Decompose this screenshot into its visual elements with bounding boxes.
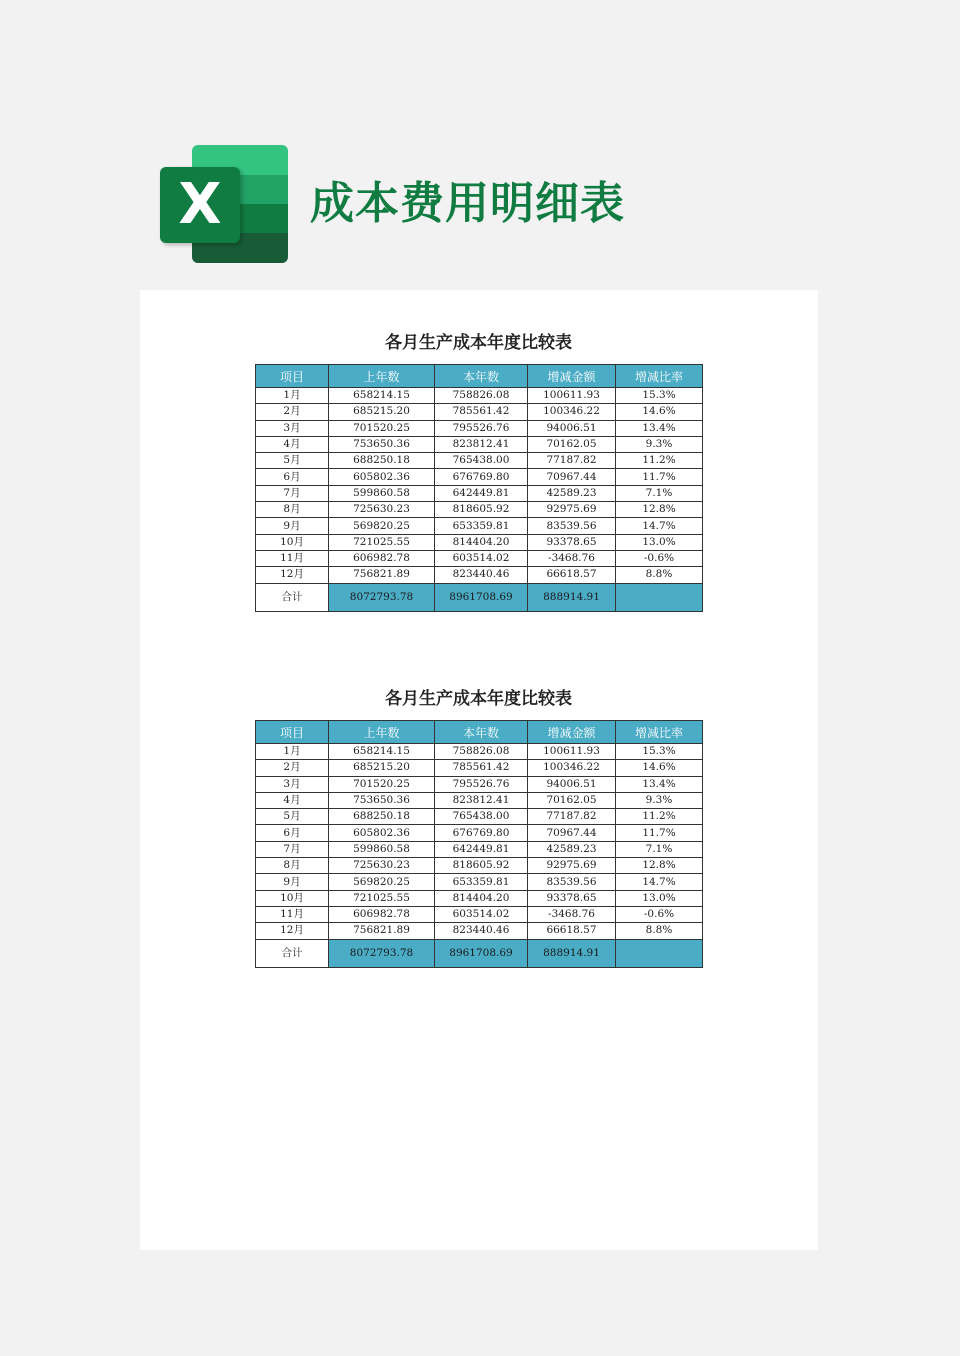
cell-item: 6月 (256, 825, 329, 841)
cell-last-year: 569820.25 (329, 518, 435, 534)
column-header-change-amount: 增减金额 (528, 721, 616, 744)
table-row (256, 841, 703, 857)
cell-this-year: 818605.92 (435, 858, 528, 874)
table-row (256, 485, 703, 501)
cell-change-amount: 42589.23 (528, 485, 616, 501)
column-header-change-amount: 增减金额 (528, 365, 616, 388)
cell-change-rate: 7.1% (616, 841, 703, 857)
cell-change-amount: 70967.44 (528, 825, 616, 841)
cell-this-year: 603514.02 (435, 550, 528, 566)
cell-item: 7月 (256, 485, 329, 501)
cell-change-amount: 66618.57 (528, 567, 616, 583)
total-change-amount: 888914.91 (528, 939, 616, 967)
total-change-amount: 888914.91 (528, 583, 616, 611)
cell-last-year: 685215.20 (329, 760, 435, 776)
cell-last-year: 756821.89 (329, 923, 435, 939)
cell-this-year: 653359.81 (435, 518, 528, 534)
cell-change-amount: 92975.69 (528, 858, 616, 874)
page-title: 成本费用明细表 (310, 178, 625, 229)
cell-last-year: 658214.15 (329, 744, 435, 760)
cell-change-rate: 13.4% (616, 420, 703, 436)
comparison-table (255, 720, 703, 968)
cell-this-year: 814404.20 (435, 534, 528, 550)
cell-item: 7月 (256, 841, 329, 857)
excel-logo-icon (160, 145, 290, 265)
cell-last-year: 685215.20 (329, 404, 435, 420)
cell-item: 1月 (256, 744, 329, 760)
column-header-this-year: 本年数 (435, 365, 528, 388)
table-row (256, 760, 703, 776)
cell-change-rate: 14.7% (616, 874, 703, 890)
logo-letter: X (160, 167, 240, 243)
column-header-last-year: 上年数 (329, 365, 435, 388)
cell-this-year: 795526.76 (435, 420, 528, 436)
cell-this-year: 758826.08 (435, 744, 528, 760)
column-header-last-year: 上年数 (329, 721, 435, 744)
cell-this-year: 642449.81 (435, 841, 528, 857)
total-last-year: 8072793.78 (329, 583, 435, 611)
total-row (256, 939, 703, 967)
cell-item: 8月 (256, 502, 329, 518)
cell-change-rate: 14.7% (616, 518, 703, 534)
cell-item: 3月 (256, 776, 329, 792)
cell-this-year: 676769.80 (435, 469, 528, 485)
cell-last-year: 688250.18 (329, 453, 435, 469)
cell-item: 2月 (256, 404, 329, 420)
table-row (256, 858, 703, 874)
table-row (256, 550, 703, 566)
document-sheet (140, 290, 818, 1250)
cell-change-rate: -0.6% (616, 906, 703, 922)
cell-change-rate: 12.8% (616, 858, 703, 874)
cell-change-rate: 8.8% (616, 567, 703, 583)
table-row (256, 502, 703, 518)
column-header-change-rate: 增减比率 (616, 721, 703, 744)
cell-change-amount: 70162.05 (528, 436, 616, 452)
cell-change-rate: 13.4% (616, 776, 703, 792)
cell-change-rate: 13.0% (616, 890, 703, 906)
table-block-2 (255, 686, 702, 968)
cell-change-amount: 93378.65 (528, 890, 616, 906)
cell-this-year: 814404.20 (435, 890, 528, 906)
cell-item: 4月 (256, 436, 329, 452)
table-body (256, 744, 703, 968)
table-row (256, 825, 703, 841)
table-row (256, 874, 703, 890)
cell-item: 9月 (256, 518, 329, 534)
cell-change-rate: 9.3% (616, 436, 703, 452)
cell-item: 10月 (256, 890, 329, 906)
table-row (256, 890, 703, 906)
cell-change-rate: 11.2% (616, 809, 703, 825)
cell-this-year: 642449.81 (435, 485, 528, 501)
cell-item: 11月 (256, 550, 329, 566)
cell-change-rate: -0.6% (616, 550, 703, 566)
cell-this-year: 818605.92 (435, 502, 528, 518)
cell-this-year: 676769.80 (435, 825, 528, 841)
cell-change-amount: 77187.82 (528, 809, 616, 825)
cell-this-year: 823440.46 (435, 567, 528, 583)
cell-change-amount: 70967.44 (528, 469, 616, 485)
cell-item: 3月 (256, 420, 329, 436)
table-row (256, 567, 703, 583)
cell-change-amount: 66618.57 (528, 923, 616, 939)
cell-change-rate: 8.8% (616, 923, 703, 939)
cell-item: 12月 (256, 923, 329, 939)
cell-last-year: 569820.25 (329, 874, 435, 890)
cell-last-year: 599860.58 (329, 841, 435, 857)
cell-change-rate: 11.2% (616, 453, 703, 469)
cell-this-year: 765438.00 (435, 809, 528, 825)
table-title: 各月生产成本年度比较表 (385, 689, 572, 709)
cell-this-year: 823440.46 (435, 923, 528, 939)
total-last-year: 8072793.78 (329, 939, 435, 967)
cell-change-amount: 94006.51 (528, 420, 616, 436)
cell-change-amount: 42589.23 (528, 841, 616, 857)
table-header-row (256, 721, 703, 744)
cell-change-rate: 11.7% (616, 469, 703, 485)
total-item: 合计 (256, 583, 329, 611)
table-row (256, 453, 703, 469)
cell-item: 11月 (256, 906, 329, 922)
cell-change-amount: 77187.82 (528, 453, 616, 469)
total-this-year: 8961708.69 (435, 939, 528, 967)
cell-change-amount: 70162.05 (528, 792, 616, 808)
cell-this-year: 785561.42 (435, 404, 528, 420)
total-row (256, 583, 703, 611)
table-row (256, 469, 703, 485)
cell-change-rate: 14.6% (616, 404, 703, 420)
cell-last-year: 725630.23 (329, 502, 435, 518)
total-item: 合计 (256, 939, 329, 967)
cell-last-year: 701520.25 (329, 420, 435, 436)
cell-last-year: 599860.58 (329, 485, 435, 501)
table-row (256, 436, 703, 452)
cell-item: 8月 (256, 858, 329, 874)
cell-last-year: 753650.36 (329, 792, 435, 808)
cell-change-amount: -3468.76 (528, 906, 616, 922)
cell-change-amount: 83539.56 (528, 518, 616, 534)
cell-last-year: 605802.36 (329, 825, 435, 841)
cell-this-year: 765438.00 (435, 453, 528, 469)
table-row (256, 776, 703, 792)
column-header-change-rate: 增减比率 (616, 365, 703, 388)
cell-item: 4月 (256, 792, 329, 808)
comparison-table (255, 364, 703, 612)
cell-this-year: 603514.02 (435, 906, 528, 922)
cell-change-amount: 100346.22 (528, 404, 616, 420)
cell-item: 1月 (256, 388, 329, 404)
cell-change-amount: 93378.65 (528, 534, 616, 550)
cell-item: 9月 (256, 874, 329, 890)
table-block-1 (255, 330, 702, 612)
cell-this-year: 785561.42 (435, 760, 528, 776)
cell-change-amount: 92975.69 (528, 502, 616, 518)
column-header-item: 项目 (256, 365, 329, 388)
cell-this-year: 823812.41 (435, 436, 528, 452)
cell-last-year: 606982.78 (329, 906, 435, 922)
cell-change-rate: 15.3% (616, 744, 703, 760)
cell-last-year: 721025.55 (329, 534, 435, 550)
column-header-this-year: 本年数 (435, 721, 528, 744)
cell-change-amount: 100611.93 (528, 388, 616, 404)
cell-change-amount: 83539.56 (528, 874, 616, 890)
cell-change-rate: 14.6% (616, 760, 703, 776)
column-header-item: 项目 (256, 721, 329, 744)
cell-item: 5月 (256, 809, 329, 825)
cell-this-year: 823812.41 (435, 792, 528, 808)
table-row (256, 792, 703, 808)
cell-last-year: 605802.36 (329, 469, 435, 485)
cell-change-amount: 100346.22 (528, 760, 616, 776)
cell-change-rate: 9.3% (616, 792, 703, 808)
table-row (256, 404, 703, 420)
cell-last-year: 725630.23 (329, 858, 435, 874)
cell-change-amount: 94006.51 (528, 776, 616, 792)
cell-change-amount: 100611.93 (528, 744, 616, 760)
table-row (256, 744, 703, 760)
total-change-rate (616, 583, 703, 611)
table-row (256, 518, 703, 534)
cell-change-rate: 13.0% (616, 534, 703, 550)
cell-this-year: 795526.76 (435, 776, 528, 792)
cell-item: 6月 (256, 469, 329, 485)
cell-change-rate: 15.3% (616, 388, 703, 404)
total-change-rate (616, 939, 703, 967)
cell-this-year: 758826.08 (435, 388, 528, 404)
cell-this-year: 653359.81 (435, 874, 528, 890)
cell-change-rate: 7.1% (616, 485, 703, 501)
cell-last-year: 658214.15 (329, 388, 435, 404)
cell-last-year: 721025.55 (329, 890, 435, 906)
cell-last-year: 753650.36 (329, 436, 435, 452)
total-this-year: 8961708.69 (435, 583, 528, 611)
table-row (256, 809, 703, 825)
cell-change-amount: -3468.76 (528, 550, 616, 566)
cell-item: 2月 (256, 760, 329, 776)
cell-change-rate: 11.7% (616, 825, 703, 841)
cell-last-year: 688250.18 (329, 809, 435, 825)
table-row (256, 388, 703, 404)
table-row (256, 906, 703, 922)
cell-item: 5月 (256, 453, 329, 469)
table-body (256, 388, 703, 612)
table-row (256, 534, 703, 550)
cell-last-year: 756821.89 (329, 567, 435, 583)
table-title: 各月生产成本年度比较表 (385, 333, 572, 353)
cell-last-year: 606982.78 (329, 550, 435, 566)
table-row (256, 923, 703, 939)
cell-change-rate: 12.8% (616, 502, 703, 518)
table-row (256, 420, 703, 436)
cell-item: 12月 (256, 567, 329, 583)
cell-item: 10月 (256, 534, 329, 550)
cell-last-year: 701520.25 (329, 776, 435, 792)
table-header-row (256, 365, 703, 388)
